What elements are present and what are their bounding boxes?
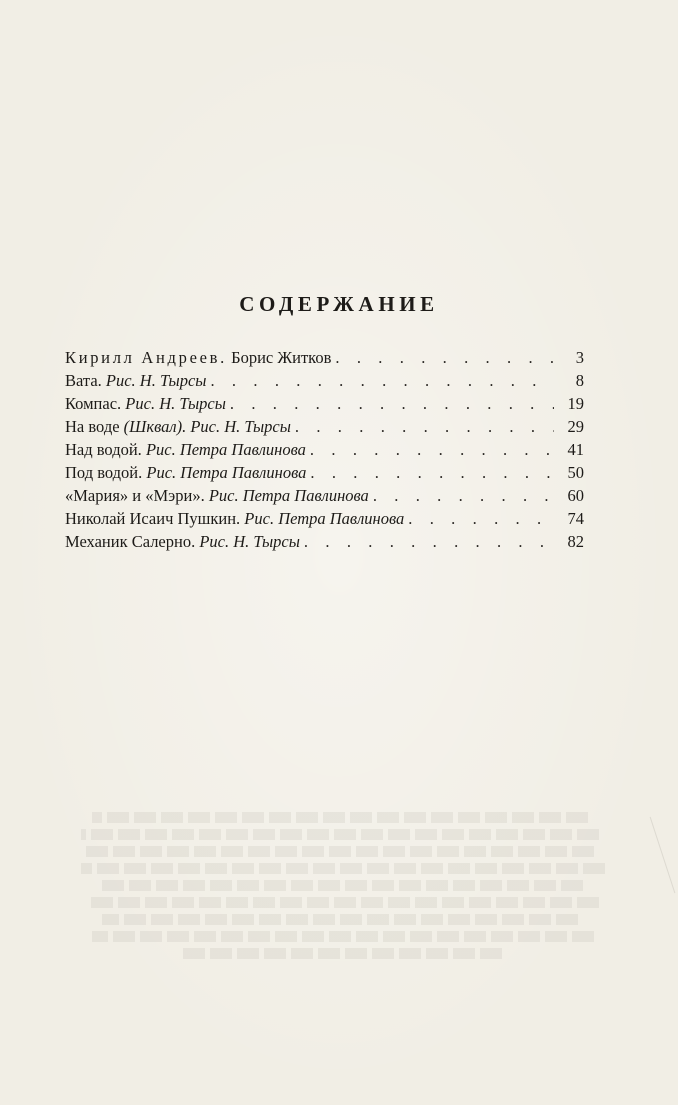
toc-page-number: 50 — [567, 463, 584, 482]
paper-crease — [650, 817, 676, 893]
toc-entry-title: Николай Исаич Пушкин. — [65, 509, 241, 528]
dot-leader — [206, 369, 554, 392]
dot-leader — [226, 392, 554, 415]
toc-entry-title: Компас. — [65, 394, 122, 413]
toc-entry — [65, 415, 584, 438]
toc-entry-title: Вата. — [65, 371, 102, 390]
dot-leader — [306, 438, 554, 461]
toc-entry-text — [65, 346, 331, 369]
toc-entry-subtitle: Рис. Петра Павлинова — [141, 440, 306, 459]
dot-leader — [300, 530, 554, 553]
toc-page-number: 19 — [567, 394, 584, 413]
toc-entry — [65, 461, 584, 484]
toc-entry — [65, 369, 584, 392]
table-of-contents — [65, 346, 584, 553]
contents-heading: СОДЕРЖАНИЕ — [239, 292, 439, 316]
toc-entry-subtitle: Рис. Н. Тырсы — [121, 394, 226, 413]
toc-page-number: 60 — [567, 486, 584, 505]
toc-page-number: 82 — [567, 532, 584, 551]
toc-entry-title: Механик Салерно. — [65, 532, 196, 551]
toc-entry-text — [65, 484, 369, 507]
toc-entry-text — [65, 392, 226, 415]
toc-page-number: 41 — [567, 440, 584, 459]
toc-entry — [65, 392, 584, 415]
toc-entry-title: Над водой. — [65, 440, 142, 459]
toc-entry-subtitle: Рис. Петра Павлинова — [142, 463, 307, 482]
toc-entry-text — [65, 415, 291, 438]
dot-leader — [404, 507, 554, 530]
toc-page-number: 3 — [575, 348, 584, 367]
dot-leader — [369, 484, 554, 507]
toc-entry-subtitle: Рис. Н. Тырсы — [101, 371, 207, 390]
toc-entry-text — [65, 461, 306, 484]
toc-entry — [65, 346, 584, 369]
toc-entry-text — [65, 438, 306, 461]
dot-leader — [291, 415, 554, 438]
toc-entry-subtitle: (Шквал). Рис. Н. Тырсы — [119, 417, 291, 436]
toc-entry-title: Под водой. — [65, 463, 143, 482]
toc-entry-subtitle: Рис. Петра Павлинова — [240, 509, 405, 528]
toc-entry-text — [65, 530, 300, 553]
toc-entry — [65, 438, 584, 461]
toc-entry — [65, 530, 584, 553]
toc-entry-subtitle: Рис. Н. Тырсы — [195, 532, 300, 551]
toc-entry — [65, 507, 584, 530]
toc-entry-text — [65, 369, 206, 392]
toc-entry-title: «Мария» и «Мэри». — [65, 486, 205, 505]
toc-entry-subtitle: Рис. Петра Павлинова — [204, 486, 369, 505]
toc-entry-text — [65, 507, 404, 530]
toc-page-number: 8 — [575, 371, 584, 390]
show-through-imprint — [70, 812, 610, 965]
toc-entry — [65, 484, 584, 507]
dot-leader — [306, 461, 554, 484]
toc-page-number: 74 — [567, 509, 584, 528]
dot-leader — [331, 346, 554, 369]
toc-entry-subtitle: Борис Житков — [226, 348, 332, 367]
toc-page-number: 29 — [567, 417, 584, 436]
toc-entry-title: На воде — [65, 417, 120, 436]
toc-entry-title: Кирилл Андреев. — [65, 348, 227, 367]
